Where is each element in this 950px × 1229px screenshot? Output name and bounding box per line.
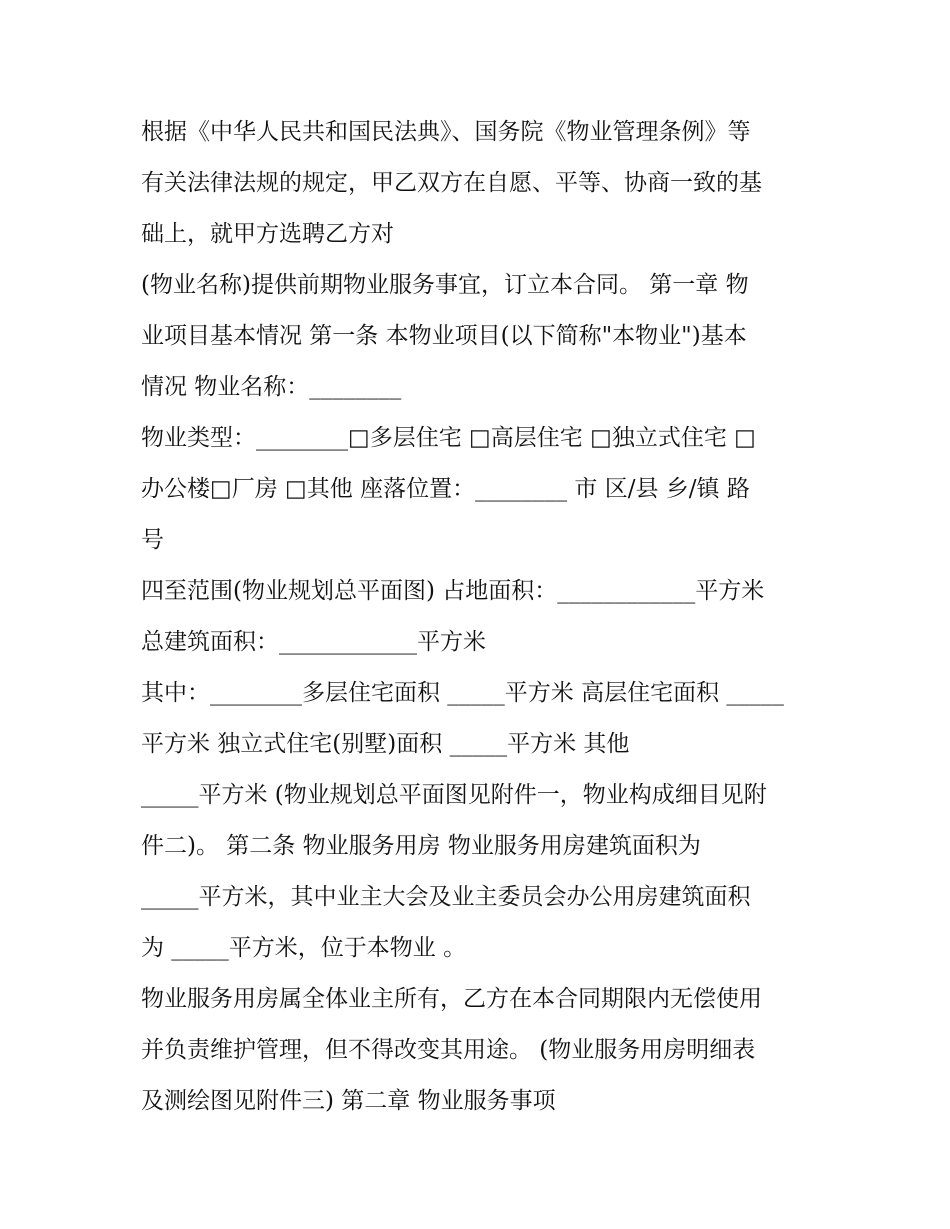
text-line: 平方米 独立式住宅(别墅)面积 _____平方米 其他: [141, 731, 630, 757]
text-line: 总建筑面积：____________平方米: [141, 629, 486, 655]
text-line: 物业服务用房属全体业主所有，乙方在本合同期限内无偿使用: [141, 986, 762, 1012]
text-line: 础上，就甲方选聘乙方对: [141, 221, 394, 247]
text-line: 件二)。 第二条 物业服务用房 物业服务用房建筑面积为: [141, 833, 701, 859]
text-line: 四至范围(物业规划总平面图) 占地面积：____________平方米: [141, 578, 765, 604]
text-line: 其中：________多层住宅面积 _____平方米 高层住宅面积 _____: [141, 680, 784, 706]
text-line: _____平方米，其中业主大会及业主委员会办公用房建筑面积: [141, 884, 751, 910]
contract-body: [141, 107, 831, 1127]
text-line: 业项目基本情况 第一条 本物业项目(以下简称"本物业")基本: [141, 323, 747, 349]
text-line: _____平方米 (物业规划总平面图见附件一，物业构成细目见附: [141, 782, 767, 808]
text-line: 办公楼□厂房 □其他 座落位置：________ 市 区/县 乡/镇 路: [141, 476, 750, 502]
text-line: 根据《中华人民共和国民法典》、国务院《物业管理条例》等: [141, 119, 751, 145]
text-line: 物业类型：________□多层住宅 □高层住宅 □独立式住宅 □: [141, 425, 756, 451]
text-line: (物业名称)提供前期物业服务事宜，订立本合同。 第一章 物: [141, 272, 749, 298]
text-line: 为 _____平方米，位于本物业 。: [141, 935, 467, 961]
text-line: 号: [141, 527, 164, 553]
text-line: 有关法律法规的规定，甲乙双方在自愿、平等、协商一致的基: [141, 170, 762, 196]
text-line: 及测绘图见附件三) 第二章 物业服务事项: [141, 1088, 556, 1114]
text-line: 情况 物业名称：________: [141, 374, 402, 400]
text-line: 并负责维护管理，但不得改变其用途。 (物业服务用房明细表: [141, 1037, 756, 1063]
